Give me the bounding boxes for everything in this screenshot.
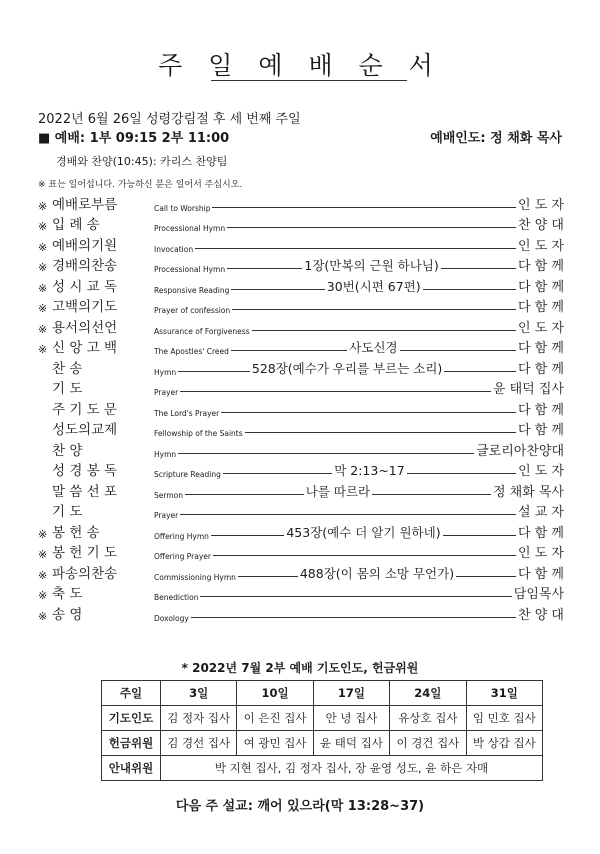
order-item-person: 정 채화 목사 <box>492 484 564 500</box>
leader-line <box>238 576 298 577</box>
praise-team: 경배와 찬양(10:45): 카리스 찬양팀 <box>56 155 228 168</box>
order-item-english: Prayer <box>154 511 179 520</box>
schedule-cell: 이 경건 집사 <box>390 731 466 756</box>
leader-line <box>180 391 491 392</box>
order-item-name: 말 씀 선 포 <box>52 483 118 500</box>
order-item-person: 인 도 자 <box>518 197 564 213</box>
stand-mark: ※ <box>38 281 48 295</box>
order-item-detail: 1장(만복의 근원 하나님) <box>304 258 439 273</box>
schedule-header-cell: 10일 <box>237 681 313 706</box>
leader-line <box>372 494 491 495</box>
schedule-cell: 박 상갑 집사 <box>466 731 542 756</box>
order-item-name: 파송의찬송 <box>52 565 118 582</box>
order-item-english: Commissioning Hymn <box>154 572 236 582</box>
schedule-header-cell: 주일 <box>102 681 161 706</box>
order-item-person: 다 함 께 <box>518 566 564 582</box>
order-row <box>38 274 564 295</box>
leader-line <box>400 350 516 351</box>
schedule-header-row <box>102 681 543 706</box>
order-item-english: Benediction <box>154 593 199 602</box>
leader-line <box>443 535 516 536</box>
next-sermon: 다음 주 설교: 깨어 있으라(막 13:28~37) <box>175 799 425 814</box>
order-item-english: Prayer of confession <box>154 306 231 315</box>
worship-order-list <box>38 192 564 623</box>
order-row <box>38 582 564 603</box>
order-item-english: Processional Hymn <box>154 265 226 274</box>
order-item-person: 찬 양 대 <box>518 607 564 623</box>
order-item-name: 봉 헌 송 <box>52 524 100 541</box>
offering-label: 헌금위원 <box>102 731 161 756</box>
order-item-person: 담임목사 <box>513 587 564 602</box>
leader-line <box>223 473 332 474</box>
leader-line <box>200 596 511 597</box>
leader-line <box>221 412 516 413</box>
order-item-english: Hymn <box>154 367 177 377</box>
leader-line <box>441 268 516 269</box>
order-row <box>38 254 564 275</box>
order-item-person: 인 도 자 <box>518 546 564 561</box>
order-item-name: 성 경 봉 독 <box>52 463 118 479</box>
order-item-english: Hymn <box>154 449 177 459</box>
order-item-english: Responsive Reading <box>154 285 230 295</box>
order-item-name: 주 기 도 문 <box>52 401 118 418</box>
schedule-header-cell: 31일 <box>466 681 542 706</box>
order-row <box>38 479 564 500</box>
leader-line <box>231 350 347 351</box>
order-item-english: The Lord's Prayer <box>154 408 220 418</box>
stand-mark: ※ <box>38 199 48 213</box>
leader-line <box>211 535 284 536</box>
schedule-header-cell: 17일 <box>313 681 389 706</box>
order-item-name: 경배의찬송 <box>52 258 118 274</box>
schedule-cell: 김 정자 집사 <box>161 706 237 731</box>
order-item-detail: 막 2:13~17 <box>334 463 405 478</box>
order-row <box>38 500 564 521</box>
order-item-english: Sermon <box>154 490 183 500</box>
order-item-name: 용서의선언 <box>52 319 118 336</box>
order-item-name: 찬 송 <box>52 360 83 377</box>
order-row <box>38 336 564 357</box>
order-item-english: Prayer <box>154 388 179 397</box>
order-item-detail: 528장(예수가 우리를 부르는 소리) <box>251 360 443 376</box>
order-row <box>38 541 564 562</box>
order-item-name: 봉 헌 기 도 <box>52 545 118 561</box>
order-item-english: Fellowship of the Saints <box>154 429 243 438</box>
order-row <box>38 233 564 254</box>
leader-line <box>407 473 516 474</box>
stand-mark: ※ <box>38 548 48 561</box>
stand-mark: ※ <box>38 527 48 541</box>
order-item-person: 다 함 께 <box>518 300 564 315</box>
order-item-person: 인 도 자 <box>518 320 564 336</box>
leader-line <box>213 555 516 556</box>
stand-mark: ※ <box>38 220 48 233</box>
order-item-english: Processional Hymn <box>154 224 226 233</box>
order-item-detail: 453장(예수 더 알기 원하네) <box>286 524 441 540</box>
order-item-name: 기 도 <box>52 504 83 520</box>
order-row <box>38 192 564 213</box>
leader-line <box>178 371 250 372</box>
worship-leader: 예배인도: 정 채화 목사 <box>430 131 562 146</box>
order-item-person: 윤 태덕 집사 <box>492 382 564 397</box>
standing-note: ※ 표는 일어섭니다. 가능하신 분은 일어서 주십시오. <box>38 180 243 190</box>
order-item-person: 다 함 께 <box>518 259 564 274</box>
order-item-name: 고백의기도 <box>52 299 118 315</box>
order-item-person: 인 도 자 <box>518 464 565 479</box>
order-item-person: 다 함 께 <box>518 279 565 295</box>
schedule-cell: 안 녕 집사 <box>313 706 389 731</box>
order-row <box>38 397 564 418</box>
order-item-detail: 488장(이 몸의 소망 무언가) <box>299 565 455 581</box>
order-item-name: 성도의교제 <box>52 422 118 438</box>
order-item-name: 기 도 <box>52 381 83 397</box>
leader-line <box>456 576 516 577</box>
service-date: 2022년 6월 26일 성령강림절 후 세 번째 주일 <box>38 112 301 127</box>
leader-line <box>185 494 304 495</box>
order-item-english: Call to Worship <box>154 203 211 213</box>
schedule-cell: 여 광민 집사 <box>237 731 313 756</box>
order-row <box>38 561 564 582</box>
order-item-person: 다 함 께 <box>518 341 564 356</box>
order-item-person: 다 함 께 <box>518 423 564 438</box>
offering-row <box>102 731 543 756</box>
schedule-cell: 김 경선 집사 <box>161 731 237 756</box>
leader-line <box>231 289 324 290</box>
order-item-person: 다 함 께 <box>518 361 564 377</box>
order-row <box>38 418 564 439</box>
order-row <box>38 377 564 398</box>
order-row <box>38 459 564 480</box>
order-item-detail: 나를 따르라 <box>305 483 371 499</box>
order-item-person: 찬 양 대 <box>518 218 564 233</box>
leader-line <box>227 268 302 269</box>
stand-mark: ※ <box>38 589 48 602</box>
order-row <box>38 438 564 459</box>
order-item-english: Invocation <box>154 244 194 254</box>
title-underline <box>211 80 407 81</box>
order-row <box>38 356 564 377</box>
order-item-name: 송 영 <box>52 606 83 623</box>
stand-mark: ※ <box>38 322 48 336</box>
stand-mark: ※ <box>38 302 48 315</box>
service-times: ■ 예배: 1부 09:15 2부 11:00 <box>38 131 230 146</box>
order-item-english: The Apostles' Creed <box>154 347 229 356</box>
order-row <box>38 520 564 541</box>
leader-line <box>252 330 517 331</box>
leader-line <box>212 207 516 208</box>
stand-mark: ※ <box>38 261 48 274</box>
page-title: 주 일 예 배 순 서 <box>158 51 442 80</box>
order-item-person: 글로리아찬양대 <box>476 443 564 459</box>
leader-line <box>191 617 516 618</box>
order-item-english: Assurance of Forgiveness <box>154 326 250 336</box>
order-item-detail: 30번(시편 67편) <box>326 278 421 294</box>
schedule-cell: 임 민호 집사 <box>466 706 542 731</box>
schedule-table <box>101 680 543 781</box>
stand-mark: ※ <box>38 240 48 254</box>
leader-line <box>195 248 516 249</box>
order-item-name: 축 도 <box>52 586 83 602</box>
order-row <box>38 315 564 336</box>
schedule-cell: 윤 태덕 집사 <box>313 731 389 756</box>
order-item-person: 다 함 께 <box>518 525 564 541</box>
stand-mark: ※ <box>38 343 48 356</box>
order-item-name: 예배로부름 <box>52 196 118 213</box>
usher-row <box>102 756 543 781</box>
order-item-name: 신 앙 고 백 <box>52 340 118 356</box>
usher-label: 안내위원 <box>102 756 161 781</box>
leader-line <box>180 514 516 515</box>
order-item-person: 인 도 자 <box>518 238 564 254</box>
leader-line <box>423 289 516 290</box>
order-row <box>38 602 564 623</box>
order-item-english: Doxology <box>154 613 189 623</box>
schedule-cell: 이 은진 집사 <box>237 706 313 731</box>
prayer-leader-row <box>102 706 543 731</box>
leader-line <box>227 227 516 228</box>
order-item-english: Offering Prayer <box>154 552 211 561</box>
order-item-detail: 사도신경 <box>349 340 398 355</box>
order-item-english: Scripture Reading <box>154 470 221 479</box>
schedule-header-cell: 3일 <box>161 681 237 706</box>
schedule-cell: 유상호 집사 <box>390 706 466 731</box>
order-row <box>38 295 564 316</box>
schedule-title: * 2022년 7월 2부 예배 기도인도, 헌금위원 <box>181 661 419 675</box>
leader-line <box>178 453 474 454</box>
order-item-person: 다 함 께 <box>518 402 564 418</box>
order-item-english: Offering Hymn <box>154 531 209 541</box>
order-item-name: 찬 양 <box>52 442 83 459</box>
usher-names: 박 지현 집사, 김 정자 집사, 장 윤영 성도, 윤 하은 자매 <box>161 756 543 781</box>
schedule-header-cell: 24일 <box>390 681 466 706</box>
stand-mark: ※ <box>38 609 48 623</box>
order-item-name: 예배의기원 <box>52 237 118 254</box>
order-item-person: 설 교 자 <box>518 505 564 520</box>
order-item-name: 성 시 교 독 <box>52 278 118 295</box>
order-row <box>38 213 564 234</box>
prayer-leader-label: 기도인도 <box>102 706 161 731</box>
leader-line <box>245 432 516 433</box>
leader-line <box>232 309 516 310</box>
stand-mark: ※ <box>38 568 48 582</box>
order-item-name: 입 례 송 <box>52 217 100 233</box>
leader-line <box>444 371 516 372</box>
